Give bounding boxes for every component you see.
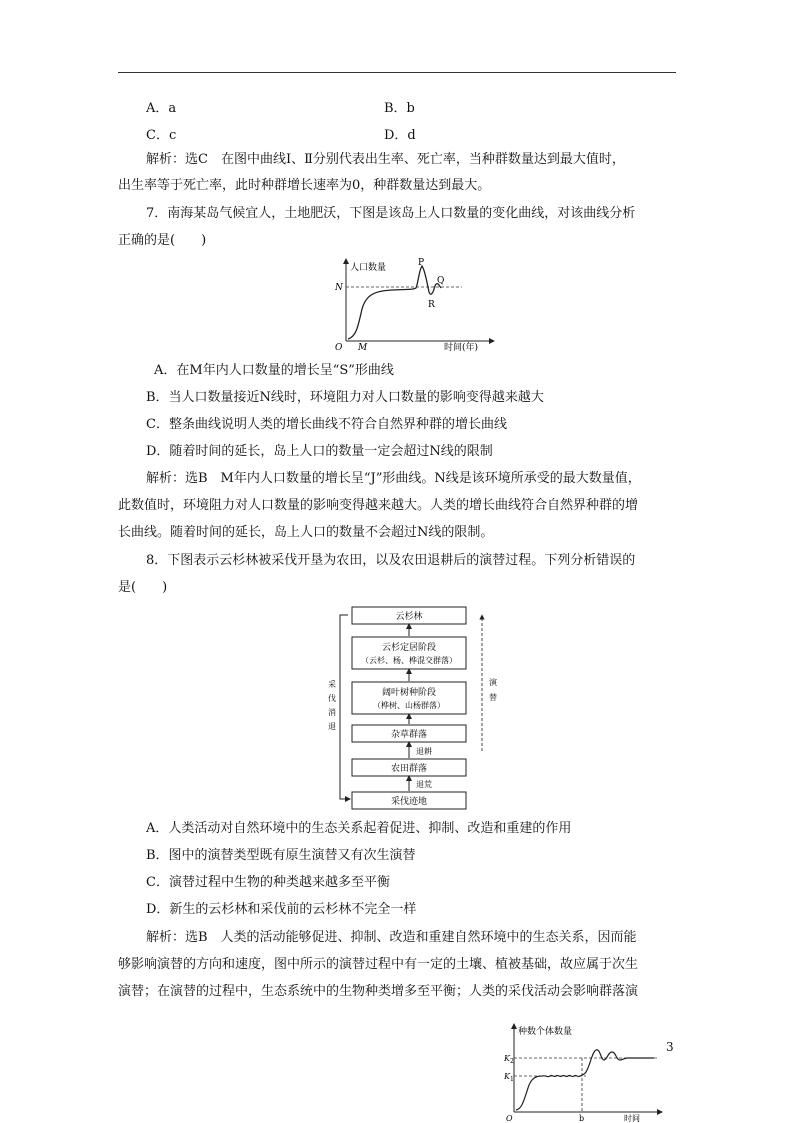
- q7-option: A．在M年内人口数量的增长呈“S”形曲线: [154, 363, 394, 378]
- q6-analysis-line: 解析：选C 在图中曲线Ⅰ、Ⅱ分别代表出生率、死亡率，当种群数量达到最大值时，: [146, 152, 625, 167]
- n-label: N: [335, 283, 343, 293]
- b-label: b: [579, 1114, 585, 1123]
- q8-option: D．新生的云杉林和采伐前的云杉林不完全一样: [146, 902, 417, 917]
- r-label: R: [428, 300, 435, 310]
- species-curve: [516, 1050, 654, 1110]
- left-label-char: 伐: [328, 694, 336, 703]
- p-label: P: [418, 258, 425, 268]
- k1-subscript: 1: [510, 1076, 514, 1083]
- q7-analysis-line: 解析：选B M年内人口数量的增长呈“J”形曲线。N线是该环境所承受的最大数量值，: [146, 471, 641, 486]
- header-rule: [118, 72, 676, 73]
- abandon-label: 退荒: [416, 780, 432, 789]
- right-label-char: 替: [489, 693, 497, 702]
- q8-stem-line: 是( ): [118, 580, 168, 595]
- box-sublabel: （桦树、山杨群落）: [373, 701, 445, 710]
- x-axis-label: 时间(年): [444, 343, 479, 353]
- x-axis-label: 时间: [624, 1114, 640, 1123]
- k1-label: K: [504, 1072, 510, 1081]
- box-label: 采伐迹地: [390, 797, 428, 807]
- right-label-char: 演: [489, 678, 497, 687]
- species-count-figure: [500, 1020, 672, 1123]
- q7-option: C．整条曲线说明人类的增长曲线不符合自然界种群的增长曲线: [146, 417, 507, 432]
- y-axis-label: 人口数量: [350, 263, 387, 273]
- q8-option: B．图中的演替类型既有原生演替又有次生演替: [146, 848, 416, 863]
- k2-subscript: 2: [510, 1058, 514, 1065]
- left-label-char: 采: [328, 680, 336, 689]
- box-label: 杂草群落: [390, 730, 428, 740]
- left-label-char: 消: [328, 708, 336, 717]
- q6-option-d: D．d: [384, 128, 416, 143]
- q7-stem-line: 正确的是( ): [118, 233, 207, 248]
- q8-analysis-line: 演替；在演替的过程中，生态系统中的生物种类增多至平衡；人类的采伐活动会影响群落演: [118, 984, 639, 999]
- box-label: 云杉林: [395, 612, 423, 622]
- q7-analysis-line: 此数值时，环境阻力对人口数量的影响变得越来越大。人类的增长曲线符合自然界种群的增: [118, 498, 639, 513]
- y-axis-label: 种数个体数量: [518, 1027, 573, 1037]
- succession-diagram: [318, 603, 508, 811]
- box-label: 农田群落: [390, 764, 428, 774]
- q8-analysis-line: 解析：选B 人类的活动能够促进、抑制、改造和重建自然环境中的生态关系，因而能: [146, 930, 637, 945]
- m-label: M: [358, 343, 368, 353]
- k2-label: K: [504, 1054, 510, 1063]
- q6-option-c: C．c: [146, 128, 177, 143]
- q7-analysis-line: 长曲线。随着时间的延长，岛上人口的数量不会超过N线的限制。: [118, 525, 494, 540]
- q7-option: B．当人口数量接近N线时，环境阻力对人口数量的影响变得越来越大: [146, 390, 544, 405]
- population-curve-figure: [332, 257, 502, 357]
- q6-option-a: A．a: [146, 101, 177, 116]
- left-label-char: 退: [328, 722, 336, 731]
- origin-label: O: [335, 343, 343, 353]
- origin-label: O: [506, 1114, 513, 1123]
- q6-analysis-line: 出生率等于死亡率，此时种群增长速率为0，种群数量达到最大。: [118, 178, 491, 193]
- q6-option-b: B．b: [384, 101, 415, 116]
- harvest-bracket: [340, 615, 348, 799]
- box-label: 阔叶树种阶段: [381, 688, 437, 698]
- box-label: 云杉定居阶段: [381, 643, 437, 653]
- q8-stem-line: 8．下图表示云杉林被采伐开垦为农田，以及农田退耕后的演替过程。下列分析错误的: [146, 553, 636, 568]
- q7-stem-line: 7．南海某岛气候宜人，土地肥沃，下图是该岛上人口数量的变化曲线，对该曲线分析: [146, 206, 636, 221]
- q-label: Q: [437, 276, 445, 286]
- q8-option: C．演替过程中生物的种类越来越多至平衡: [146, 875, 390, 890]
- retire-label: 退耕: [416, 747, 432, 756]
- q8-option: A．人类活动对自然环境中的生态关系起着促进、抑制、改造和重建的作用: [146, 821, 572, 836]
- q7-option: D．随着时间的延长，岛上人口的数量一定会超过N线的限制: [146, 444, 493, 459]
- page-number: 3: [666, 1040, 674, 1054]
- q8-analysis-line: 够影响演替的方向和速度，图中所示的演替过程中有一定的土壤、植被基础，故应属于次生: [118, 957, 639, 972]
- box-sublabel: （云杉、杨、桦混交群落）: [361, 656, 457, 665]
